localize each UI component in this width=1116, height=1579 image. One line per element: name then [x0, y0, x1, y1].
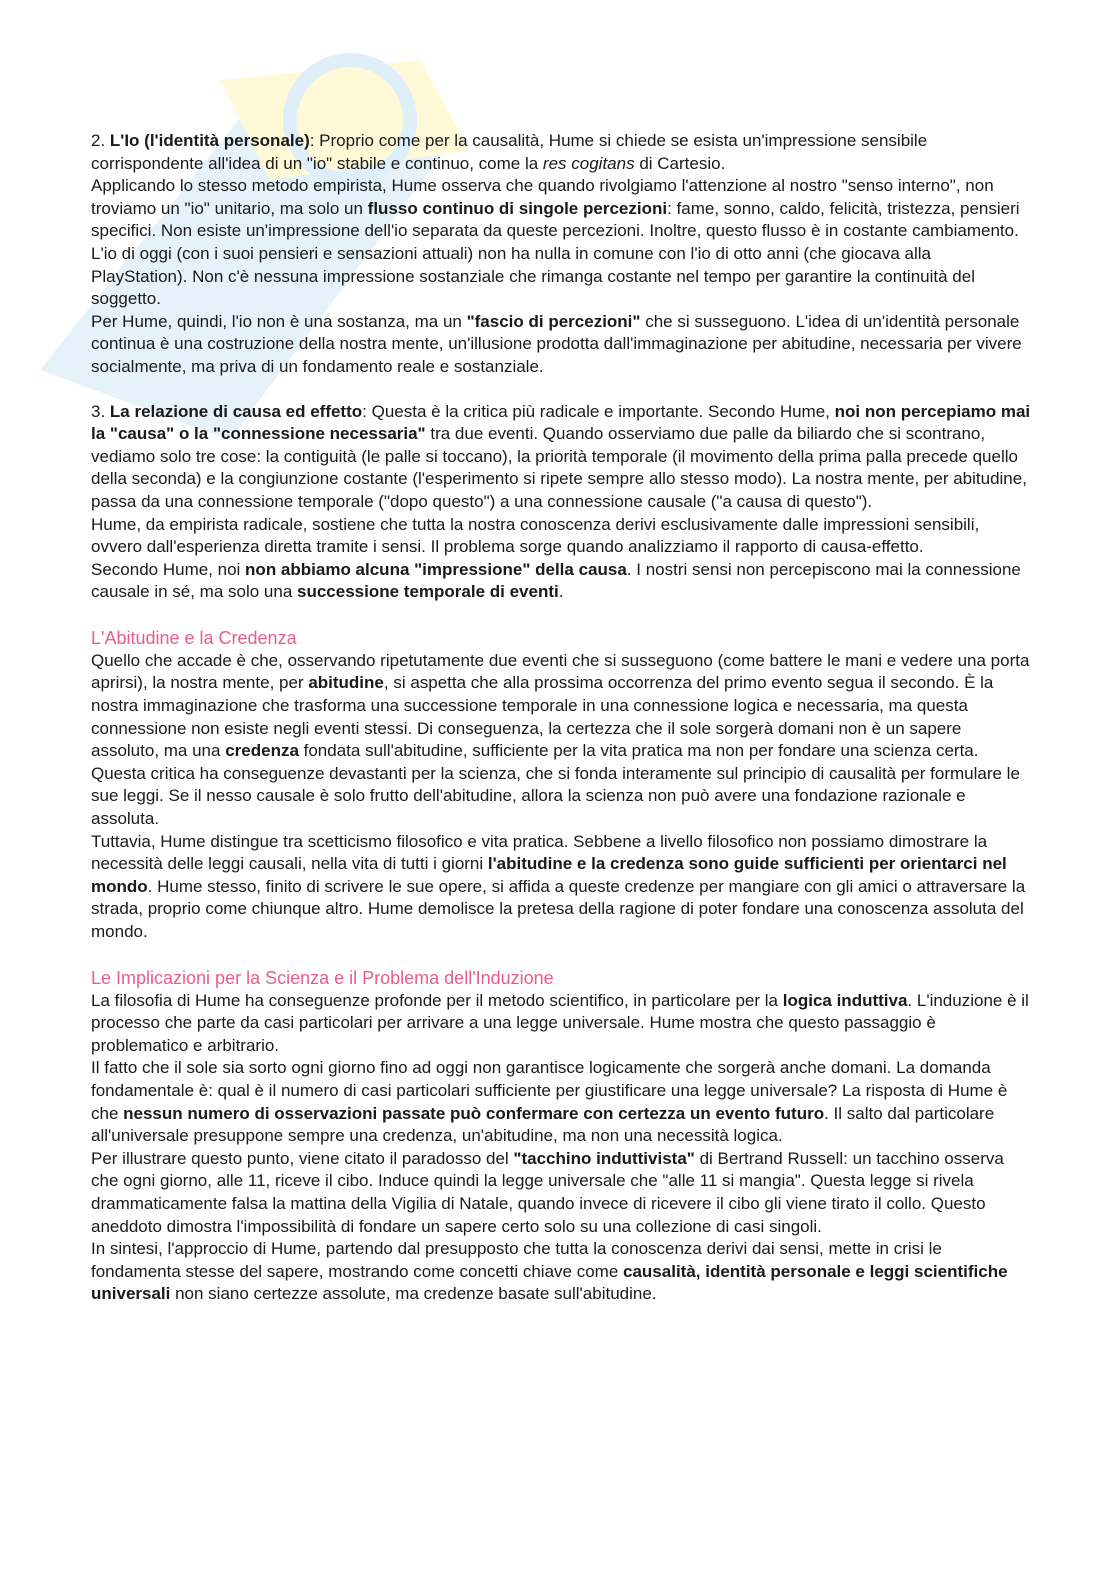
text-run: Quello che accade è che, osservando ripetutamente due eventi che si susseguono (come battere le mani e vedere una porta aprirsi), la nostra mente, per — [91, 650, 1030, 693]
text-run: nessun numero di osservazioni passate può confermare con certezza un evento futuro — [123, 1103, 825, 1123]
text-run: : Proprio come per la causalità, Hume si chiede se esista un'impressione sensibile corrispondente all'idea di un "io" stabile e continuo, come la — [91, 131, 928, 173]
document-body — [91, 130, 1031, 1306]
paragraph-induzione-3 — [91, 1148, 1031, 1238]
paragraph-induzione-2 — [91, 1057, 1031, 1147]
text-run: "tacchino induttivista" — [513, 1148, 695, 1168]
text-run: Applicando lo stesso metodo empirista, Hume osserva che quando rivolgiamo l'attenzione al nostro "senso interno", non troviamo un "io" unitario, ma solo un — [91, 176, 994, 218]
text-run: . — [558, 582, 564, 602]
text-run: non siano certezze assolute, ma credenze basate sull'abitudine. — [170, 1284, 657, 1304]
paragraph-causa-empirismo — [91, 514, 1031, 559]
text-run: di Bertrand Russell: un tacchino osserva che ogni giorno, alle 11, riceve il cibo. Induce quindi la legge universale che "alle 11 si mangia". Questa legge si rivela drammaticamente falsa la mattina della Vigilia di Natale, quando invece di ricevere il cibo gli viene tirato il collo. Questo aneddoto dimostra l'impossibilità di fondare un sapere certo solo su una collezione di casi singoli. — [91, 1148, 1004, 1236]
text-run: flusso continuo di singole percezioni — [367, 198, 668, 218]
text-run: l'abitudine e la credenza sono guide sufficienti per orientarci nel mondo — [91, 854, 1007, 896]
text-run: Questa critica ha conseguenze devastanti per la scienza, che si fonda interamente sul principio di causalità per formulare le sue leggi. Se il nesso causale è solo frutto dell'abitudine, allora la scienza non può avere una fondazione razionale e assoluta. — [91, 763, 1020, 829]
text-run: Per Hume, quindi, l'io non è una sostanza, ma un — [91, 311, 467, 331]
paragraph-induzione-1 — [91, 990, 1031, 1058]
text-run: La filosofia di Hume ha conseguenze profonde per il metodo scientifico, in particolare per la — [91, 990, 783, 1010]
paragraph-abitudine-3 — [91, 831, 1031, 944]
text-run: Secondo Hume, noi — [91, 559, 246, 579]
paragraph-causa-impressione — [91, 559, 1031, 604]
text-run: : Questa è la critica più radicale e importante. Secondo Hume, — [362, 401, 835, 421]
text-run: abitudine — [308, 673, 384, 693]
text-run: 3. — [91, 401, 110, 421]
text-run: tra due eventi. Quando osserviamo due palle da biliardo che si scontrano, vediamo solo tre cose: la contiguità (le palle si toccano), la priorità temporale (il movimento della prima palla precede quello della seconda) e la congiunzione costante (l'esperimento si ripete sempre allo stesso modo). La nostra mente, per abitudine, passa da una connessione temporale ("dopo questo") a una connessione causale ("a causa di questo"). — [91, 424, 1027, 511]
text-run: L'Io (l'identità personale) — [109, 131, 310, 150]
paragraph-causa-intro — [91, 401, 1031, 514]
text-run: di Cartesio. — [634, 153, 726, 173]
paragraph-io-fascio — [91, 311, 1031, 379]
paragraph-abitudine-1 — [91, 650, 1031, 763]
text-run: causalità, identità personale e leggi scientifiche universali — [91, 1261, 1008, 1304]
text-run: Hume, da empirista radicale, sostiene che tutta la nostra conoscenza derivi esclusivamente dalle impressioni sensibili, ovvero dall'esperienza diretta tramite i sensi. Il problema sorge quando analizziamo il rapporto di causa-effetto. — [91, 514, 980, 557]
text-run: . L'induzione è il processo che parte da casi particolari per arrivare a una legge universale. Hume mostra che questo passaggio è problematico e arbitrario. — [91, 990, 1029, 1055]
text-run: fondata sull'abitudine, sufficiente per la vita pratica ma non per fondare una scienza certa. — [298, 741, 979, 761]
text-run: successione temporale di eventi — [297, 582, 559, 602]
text-run: La relazione di causa ed effetto — [109, 401, 363, 421]
text-run: noi non percepiamo mai la "causa" o la "connessione necessaria" — [91, 401, 1031, 444]
text-run: 2. — [91, 131, 110, 150]
heading-induzione: Le Implicazioni per la Scienza e il Problema dell'Induzione — [91, 967, 554, 988]
text-run: In sintesi, l'approccio di Hume, partendo dal presupposto che tutta la conoscenza derivi dai sensi, mette in crisi le fondamenta stesse del sapere, mostrando come concetti chiave come — [91, 1239, 942, 1281]
paragraph-induzione-4 — [91, 1238, 1031, 1306]
text-run: non abbiamo alcuna "impressione" della causa — [245, 559, 627, 579]
text-run: credenza — [225, 741, 299, 761]
text-run: Il fatto che il sole sia sorto ogni giorno fino ad oggi non garantisce logicamente che sorgerà anche domani. La domanda fondamentale è: qual è il numero di casi particolari sufficiente per giustificare una legge universale? La risposta di Hume è che — [91, 1058, 1008, 1123]
text-run: Per illustrare questo punto, viene citato il paradosso del — [91, 1148, 514, 1168]
paragraph-abitudine-2 — [91, 763, 1031, 831]
text-run: che si susseguono. L'idea di un'identità personale continua è una costruzione della nostra mente, un'illusione prodotta dall'immaginazione per abitudine, necessaria per vivere socialmente, ma priva di un fondamento reale e sostanziale. — [91, 311, 1022, 376]
text-run: "fascio di percezioni" — [466, 311, 641, 331]
text-run: res cogitans — [542, 153, 635, 173]
paragraph-io-intro — [91, 130, 1031, 175]
paragraph-io-flusso — [91, 175, 1031, 311]
text-run: . I nostri sensi non percepiscono mai la connessione causale in sé, ma solo una — [91, 559, 1021, 602]
text-run: logica induttiva — [782, 990, 908, 1010]
text-run: . Il salto dal particolare all'universale presuppone sempre una credenza, un'abitudine, ma non una necessità logica. — [91, 1103, 995, 1146]
heading-abitudine: L'Abitudine e la Credenza — [91, 627, 297, 648]
text-run: . Hume stesso, finito di scrivere le sue opere, si affida a queste credenze per mangiare con gli amici o attraversare la strada, proprio come chiunque altro. Hume demolisce la pretesa della ragione di poter fondare una conoscenza assoluta del mondo. — [91, 876, 1026, 941]
text-run: Tuttavia, Hume distingue tra scetticismo filosofico e vita pratica. Sebbene a livello filosofico non possiamo dimostrare la necessità delle leggi causali, nella vita di tutti i giorni — [91, 831, 988, 874]
text-run: : fame, sonno, caldo, felicità, tristezza, pensieri specifici. Non esiste un'impressione dell'io separata da queste percezioni. Inoltre, questo flusso è in costante cambiamento. L'io di oggi (con i suoi pensieri e sensazioni attuali) non ha nulla in comune con l'io di otto anni (che giocava alla PlayStation). Non c'è nessuna impressione sostanziale che rimanga costante nel tempo per garantire la continuità del soggetto. — [91, 198, 1020, 309]
text-run: , si aspetta che alla prossima occorrenza del primo evento segua il secondo. È la nostra immaginazione che trasforma una successione temporale in una connessione logica e necessaria, ma questa connessione non esiste negli eventi stessi. Di conseguenza, la certezza che il sole sorgerà domani non è un sapere assoluto, ma una — [91, 673, 994, 761]
